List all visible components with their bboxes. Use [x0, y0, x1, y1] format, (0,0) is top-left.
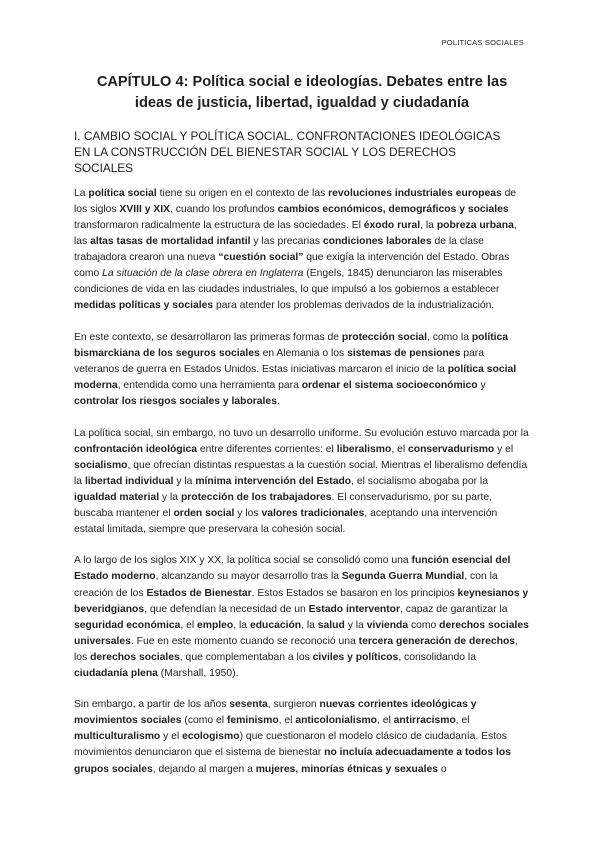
paragraph — [74, 186, 530, 314]
text-run: , dejando al margen a — [152, 763, 256, 775]
text-run: , entendida como una herramienta para — [117, 380, 302, 392]
text-run: y los — [234, 507, 262, 519]
bold-text: ordenar el sistema socioeconómico — [301, 380, 478, 392]
bold-text: protección social — [341, 331, 427, 343]
text-run: transformaron radicalmente la estructura de las sociedades. El — [74, 220, 364, 232]
running-header: POLITICAS SOCIALES — [441, 38, 524, 47]
text-run: y el — [160, 731, 183, 743]
bold-text: función esencial del Estado moderno — [74, 555, 511, 583]
text-run: A lo largo de los siglos XIX y XX, la política social se consolidó como una — [74, 555, 412, 567]
bold-text: ciudadanía plena — [74, 667, 158, 679]
bold-text: valores tradicionales — [261, 507, 365, 519]
text-run: . El conservadurismo, por su parte, buscaba mantener el — [74, 491, 492, 519]
text-run: En este contexto, se desarrollaron las primeras formas de — [74, 331, 342, 343]
bold-text: educación — [249, 619, 302, 631]
bold-text: civiles y políticos — [312, 651, 399, 663]
bold-text: “cuestión social” — [218, 252, 304, 264]
text-run: , que complementaban a los — [179, 651, 313, 663]
bold-text: derechos sociales — [90, 651, 180, 663]
text-run: y el — [494, 443, 514, 455]
text-run: , el — [455, 715, 470, 727]
bold-text: Segunda Guerra Mundial — [341, 571, 465, 583]
chapter-title — [60, 72, 544, 114]
section-heading-line-3: SOCIALES — [74, 161, 134, 175]
text-run: , la — [420, 220, 437, 232]
text-run: y — [477, 380, 486, 392]
body-text — [74, 186, 530, 793]
bold-text: XVIII y XIX — [119, 204, 171, 216]
bold-text: multiculturalismo — [74, 731, 161, 743]
bold-text: cambios económicos, demográficos y sociales — [277, 204, 509, 216]
text-run: . Fue en este momento cuando se reconoció una — [130, 635, 359, 647]
bold-text: vivienda — [366, 619, 409, 631]
paragraph — [74, 330, 530, 410]
section-heading-line-2: EN LA CONSTRUCCIÓN DEL BIENESTAR SOCIAL Y LOS DERECHOS — [74, 145, 456, 159]
bold-text: pobreza urbana — [436, 220, 514, 232]
bold-text: controlar los riesgos sociales y laborales — [74, 396, 277, 408]
bold-text: libertad individual — [84, 475, 174, 487]
bold-text: nuevas corrientes ideológicas y movimientos sociales — [74, 699, 477, 727]
text-run: , cuando los profundos — [170, 204, 278, 216]
paragraph — [74, 426, 530, 538]
text-run: , capaz de garantizar la — [400, 603, 508, 615]
bold-text: conservadurismo — [408, 443, 495, 455]
text-run: , las — [74, 220, 517, 248]
bold-text: antirracismo — [393, 715, 456, 727]
bold-text: Estado interventor — [308, 603, 401, 615]
text-run: , el — [391, 443, 409, 455]
bold-text: salud — [317, 619, 345, 631]
text-run: , surgieron — [267, 699, 320, 711]
text-run: La — [74, 188, 89, 199]
text-run: para atender los problemas derivados de la industrialización. — [213, 300, 495, 312]
text-run: como — [408, 619, 440, 631]
text-run: (Engels, 1845) denunciaron las miserables condiciones de vida en las ciudades industriales, lo que impulsó a los gobiernos a establecer — [74, 268, 503, 296]
text-run: La política social, sin embargo, no tuvo un desarrollo uniforme. Su evolución estuvo marcada por la — [74, 427, 529, 439]
text-run: de la clase trabajadora crearon una nueva — [74, 236, 484, 264]
text-run: , el — [278, 715, 296, 727]
paragraph — [74, 697, 530, 777]
italic-text: La situación de la clase obrera en Inglaterra — [102, 268, 304, 280]
bold-text: empleo — [197, 619, 234, 631]
bold-text: igualdad material — [74, 491, 160, 503]
chapter-title-line-2: ideas de justicia, libertad, igualdad y ciudadanía — [134, 95, 470, 111]
text-run: y la — [173, 475, 196, 487]
bold-text: no incluía adecuadamente a todos los grupos sociales — [74, 747, 511, 775]
text-run: , aceptando una intervención estatal limitada, siempre que preservara la cohesión social. — [74, 507, 498, 535]
text-run: , como la — [427, 331, 472, 343]
text-run: tiene su origen en el contexto de las — [156, 188, 329, 199]
text-run: (Marshall, 1950). — [157, 667, 239, 679]
bold-text: keynesianos y beveridgianos — [74, 587, 529, 615]
bold-text: tercera generación de derechos — [358, 635, 516, 647]
text-run: , con la creación de los — [74, 571, 498, 599]
text-run: de los siglos — [74, 188, 517, 216]
section-heading-line-1: I. CAMBIO SOCIAL Y POLÍTICA SOCIAL. CONFRONTACIONES IDEOLÓGICAS — [74, 129, 501, 143]
bold-text: política social — [88, 188, 157, 199]
bold-text: condiciones laborales — [322, 236, 432, 248]
bold-text: sesenta — [229, 699, 268, 711]
text-run: entre diferentes corrientes: el — [196, 443, 337, 455]
text-run: , alcanzando su mayor desarrollo tras la — [155, 571, 342, 583]
bold-text: Estados de Bienestar — [146, 587, 252, 599]
text-run: Sin embargo, a partir de los años — [74, 699, 230, 711]
section-heading — [74, 128, 544, 176]
bold-text: política bismarckiana de los seguros sociales — [74, 331, 509, 359]
bold-text: mínima intervención del Estado — [195, 475, 352, 487]
bold-text: política social moderna — [74, 363, 517, 392]
bold-text: feminismo — [226, 715, 279, 727]
bold-text: medidas políticas y sociales — [74, 300, 214, 312]
text-run: , el socialismo abogaba por la — [351, 475, 488, 487]
paragraph — [74, 553, 530, 681]
text-run: , consolidando la — [398, 651, 476, 663]
text-run: y la — [344, 619, 367, 631]
text-run: . Estos Estados se basaron en los principios — [251, 587, 458, 599]
text-run: en Alemania o los — [259, 347, 348, 359]
text-run: y la — [159, 491, 181, 503]
bold-text: orden social — [173, 507, 235, 519]
text-run: , los — [74, 635, 518, 663]
bold-text: éxodo rural — [363, 220, 421, 232]
text-run: que exigía la intervención del Estado. Obras como — [74, 252, 510, 280]
bold-text: derechos sociales universales — [74, 619, 529, 647]
text-run: y las precarias — [250, 236, 323, 248]
text-run: . — [276, 396, 280, 408]
bold-text: ecologismo — [182, 731, 240, 743]
text-run: o — [437, 763, 447, 775]
text-run: ) que cuestionaron el modelo clásico de ciudadanía. Estos movimientos denunciaron que el sistema de bienestar — [74, 731, 507, 759]
bold-text: sistemas de pensiones — [347, 347, 461, 359]
bold-text: anticolonialismo — [295, 715, 377, 727]
bold-text: liberalismo — [336, 443, 392, 455]
text-run: , que ofrecían distintas respuestas a la cuestión social. Mientras el liberalismo defendía la — [74, 459, 528, 487]
bold-text: confrontación ideológica — [74, 443, 197, 455]
bold-text: altas tasas de mortalidad infantil — [90, 236, 251, 248]
text-run: , el — [376, 715, 394, 727]
bold-text: protección de los trabajadores — [180, 491, 332, 503]
text-run: para veteranos de guerra en Estados Unidos. Estas iniciativas marcaron el inicio de la — [74, 347, 484, 375]
text-run: , el — [180, 619, 198, 631]
bold-text: mujeres, minorías étnicas y sexuales — [255, 763, 438, 775]
text-run: (como el — [181, 715, 227, 727]
text-run: , que defendían la necesidad de un — [144, 603, 309, 615]
chapter-title-line-1: CAPÍTULO 4: Política social e ideologías. Debates entre las — [96, 74, 508, 90]
text-run: , la — [301, 619, 318, 631]
text-run: , la — [233, 619, 250, 631]
bold-text: seguridad económica — [74, 619, 181, 631]
bold-text: revoluciones industriales europeas — [328, 188, 502, 199]
bold-text: socialismo — [74, 459, 128, 471]
